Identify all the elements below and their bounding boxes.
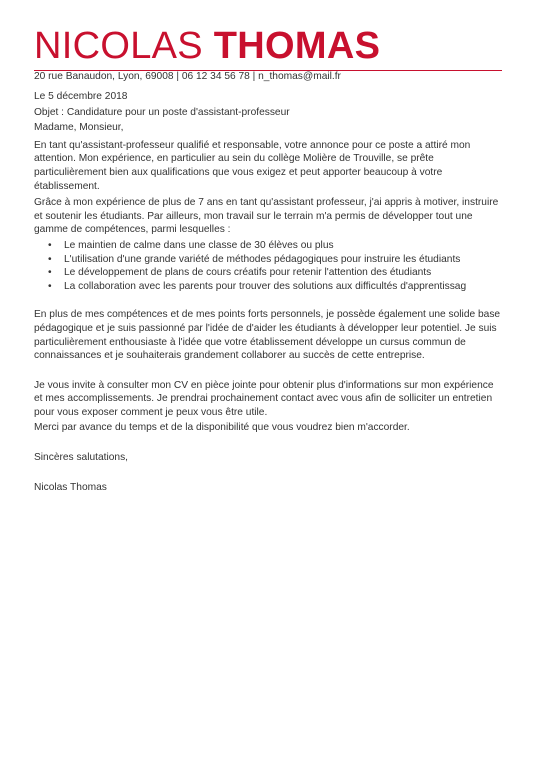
letter-header xyxy=(34,24,504,71)
list-item-text: La collaboration avec les parents pour trouver des solutions aux difficultés d'apprentissag xyxy=(64,280,467,292)
sender-name xyxy=(34,24,504,68)
letter-signature: Nicolas Thomas xyxy=(34,481,107,493)
list-item-text: L'utilisation d'une grande variété de méthodes pédagogiques pour instruire les étudiants xyxy=(64,253,461,265)
list-item xyxy=(48,253,504,267)
bullet-icon: • xyxy=(48,239,52,251)
letter-subject: Objet : Candidature pour un poste d'assistant-professeur xyxy=(34,106,290,118)
paragraph-2: Grâce à mon expérience de plus de 7 ans en tant qu'assistant professeur, j'ai appris à motiver, instruire et soutenir les étudiants. Par ailleurs, mon travail sur le terrain m'a permis de développer tout une gamme de compétences, parmi lesquelles : xyxy=(34,197,499,236)
list-item xyxy=(48,266,504,280)
list-item-text: Le développement de plans de cours créatifs pour retenir l'attention des étudiants xyxy=(64,267,432,279)
skills-list xyxy=(34,239,504,293)
contact-line: 20 rue Banaudon, Lyon, 69008 | 06 12 34 56 78 | n_thomas@mail.fr xyxy=(34,71,341,82)
list-item xyxy=(48,239,504,253)
paragraph-4: Je vous invite à consulter mon CV en pièce jointe pour obtenir plus d'informations sur mon expérience et mes accomplissements. Je prendrai prochainement contact avec vous afin de solliciter un entretien pour vous exposer comment je peux vous être utile. xyxy=(34,379,494,418)
list-item-text: Le maintien de calme dans une classe de 30 élèves ou plus xyxy=(64,239,334,251)
letter-closing: Sincères salutations, xyxy=(34,452,129,464)
paragraph-5: Merci par avance du temps et de la disponibilité que vous voudrez bien m'accorder. xyxy=(34,422,410,434)
list-item xyxy=(48,280,504,294)
letter-date: Le 5 décembre 2018 xyxy=(34,91,128,102)
letter-body xyxy=(34,90,504,494)
bullet-icon: • xyxy=(48,253,52,265)
bullet-icon: • xyxy=(48,280,52,292)
letter-greeting: Madame, Monsieur, xyxy=(34,122,124,134)
bullet-icon: • xyxy=(48,267,52,279)
paragraph-3: En plus de mes compétences et de mes points forts personnels, je possède également une solide base pédagogique et je suis passionné par l'idée de d'aider les étudiants à développer leur potentiel. Je suis particulièrement enthousiaste à l'idée que votre établissement développe un cursus commun de connaissances et je souhaiterais grandement collaborer au succès de cette entreprise. xyxy=(34,309,501,362)
paragraph-1: En tant qu'assistant-professeur qualifié et responsable, votre annonce pour ce poste a attiré mon attention. Mon expérience, en particulier au sein du collège Molière de Trouville, se prête particulièrement bien aux qualifications que vous exigez et peut apporter beaucoup à votre établissement. xyxy=(34,139,471,192)
sender-first-name: NICOLAS xyxy=(34,25,203,67)
sender-last-name: THOMAS xyxy=(213,25,381,67)
